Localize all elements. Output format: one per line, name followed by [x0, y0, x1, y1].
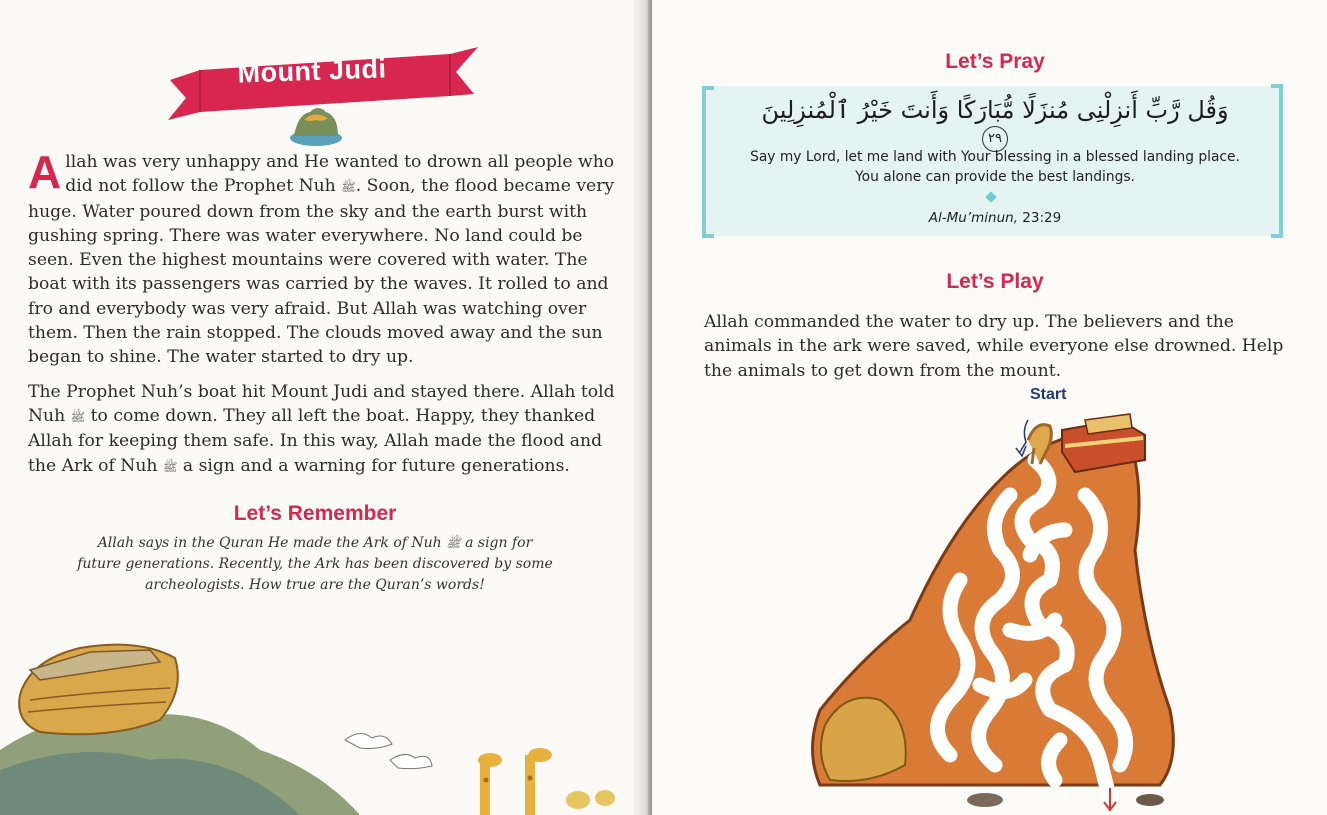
reference-source: Al-Mu’minun, [928, 210, 1018, 226]
page-title: Mount Judi [237, 53, 387, 89]
prayer-box-left-bracket [702, 86, 714, 238]
pbuh-icon: ﷺ [70, 409, 86, 424]
ark-on-mountain-illustration [0, 600, 648, 815]
pbuh-icon: ﷺ [341, 180, 356, 195]
remember-text-part: Allah says in the Quran He made the Ark of Nuh [97, 535, 442, 551]
remember-heading: Let’s Remember [233, 502, 397, 525]
paragraph-text: llah was very unhappy and He wanted to drown all people who did not follow the Prophet Nuh [65, 152, 615, 197]
story-text [28, 146, 618, 479]
pray-heading: Let’s Pray [945, 50, 1045, 73]
play-instructions: Allah commanded the water to dry up. The believers and the animals in the ark were saved, while everyone else drowned. Help the animals to get down from the mount. [704, 312, 1284, 381]
arabic-verse-text: وَقُل رَّبِّ أَنزِلْنِى مُنزَلًا مُّبَارَكًا وَأَنتَ خَيْرُ ٱلْمُنزِلِينَ [761, 96, 1229, 124]
verse-reference [860, 210, 1130, 226]
story-paragraph-1 [28, 146, 618, 370]
arabic-verse [760, 96, 1230, 152]
pbuh-icon: ﷺ [162, 459, 178, 474]
prayer-box-right-bracket [1271, 84, 1283, 238]
mountain-illustration [288, 100, 344, 146]
verse-translation: Say my Lord, let me land with Your blessing in a blessed landing place. You alone can provide the best landings. [750, 149, 1240, 185]
pbuh-icon: ﷺ [446, 536, 461, 550]
story-paragraph-2 [28, 380, 618, 479]
remember-text [75, 533, 555, 596]
paragraph-text: to come down. They all left the boat. Happy, they thanked Allah for keeping them safe. In this way, Allah made the flood and the Ark of Nuh [28, 405, 603, 476]
remember-text-part: a sign for future generations. Recently, the Ark has been discovered by some archeologists. How true are the Quran’s words! [77, 535, 553, 593]
paragraph-text: a sign and a warning for future generations. [182, 455, 570, 476]
ayah-number-badge: ٢٩ [982, 126, 1008, 152]
play-heading: Let’s Play [946, 270, 1044, 293]
paragraph-text: . Soon, the flood became very huge. Water poured down from the sky and the earth burst with gushing spring. There was water everywhere. No land could be seen. Even the highest mountains were covered with water. The boat with its passengers was carried by the waves. It rolled to and fro and everybody was very afraid. But Allah was watching over them. Then the rain stopped. The clouds moved away and the sun began to shine. The water started to dry up. [28, 176, 615, 368]
drop-cap: A [28, 146, 62, 198]
reference-verse: 23:29 [1022, 210, 1062, 226]
maze-puzzle [800, 380, 1200, 815]
paragraph-text: The Prophet Nuh’s boat hit Mount Judi and stayed there. Allah told Nuh [28, 381, 615, 426]
maze-start-label: Start [1030, 386, 1067, 403]
